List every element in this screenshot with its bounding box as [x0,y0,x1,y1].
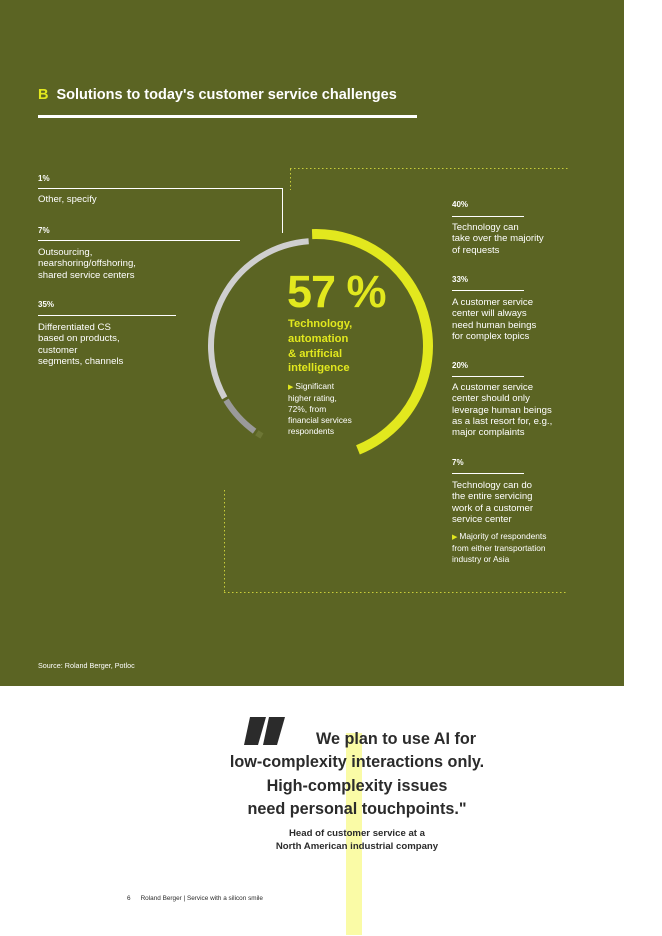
right-text-7: Technology can do the entire servicing work of a customer service center [452,480,534,525]
right-value-20: 20% [452,361,469,370]
right-value-40: 40% [452,200,469,209]
right-value-7: 7% [452,458,464,467]
left-text-outsourcing: Outsourcing, nearshoring/offshoring, shared service centers [38,247,136,281]
center-percentage: 57 % [287,266,386,317]
left-value-differentiated: 35% [38,300,55,309]
footer [127,895,263,902]
section-letter: B [38,87,49,103]
right-text-40: Technology can take over the majority of requests [452,222,544,256]
source-note: Source: Roland Berger, Potloc [38,661,135,670]
footer-text: Roland Berger | Service with a silicon smile [140,895,263,902]
quote-text: We plan to use AI for low-complexity interactions only. High-complexity issues need personal touchpoints." [229,730,485,818]
arc-other [257,433,262,436]
right-value-33: 33% [452,275,469,284]
left-text-other: Other, specify [38,194,97,205]
section-title-text: Solutions to today's customer service challenges [56,87,397,103]
right-text-20: A customer service center should only leverage human beings as a last resort for, e.g., major complaints [452,382,553,439]
left-text-differentiated: Differentiated CS based on products, customer segments, channels [38,322,124,367]
arc-outsourcing [226,400,255,431]
center-label: Technology, automation & artificial intelligence [288,318,353,375]
quote-attribution: Head of customer service at a North American industrial company [275,828,439,853]
left-value-outsourcing: 7% [38,226,50,235]
center-note: ▶ Significant higher rating, 72%, from financial services respondents [288,381,378,437]
left-value-other: 1% [38,174,50,183]
right-note: ▶ Majority of respondents from either transportation industry or Asia [452,531,577,565]
right-text-33: A customer service center will always need human beings for complex topics [452,297,537,342]
page-number: 6 [127,895,131,902]
